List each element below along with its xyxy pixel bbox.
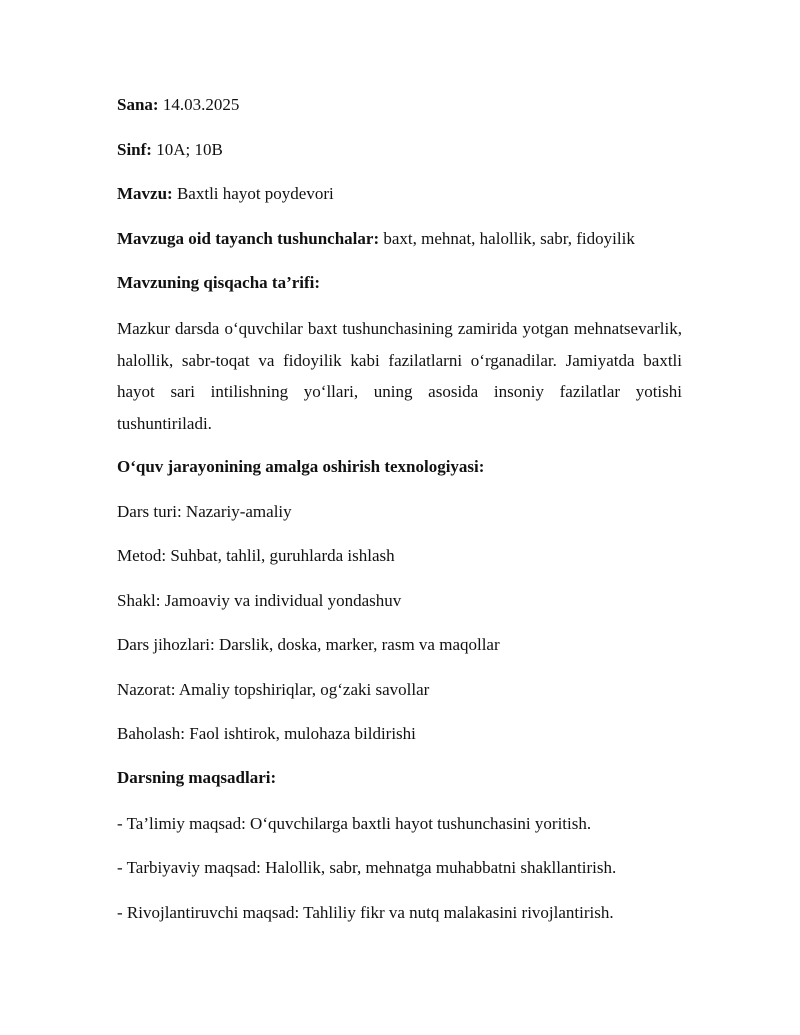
class-label: Sinf:: [117, 140, 152, 159]
goal-item: - Tarbiyaviy maqsad: Halollik, sabr, mehnatga muhabbatni shakllantirish.: [117, 858, 617, 877]
technology-heading: O‘quv jarayonining amalga oshirish texnologiyasi:: [117, 457, 485, 476]
class-line: [117, 141, 223, 158]
date-line: [117, 96, 239, 113]
goal-item: - Ta’limiy maqsad: O‘quvchilarga baxtli hayot tushunchasini yoritish.: [117, 814, 592, 833]
concepts-value: baxt, mehnat, halollik, sabr, fidoyilik: [383, 229, 635, 248]
topic-value: Baxtli hayot poydevori: [176, 184, 334, 203]
description-paragraph: Mazkur darsda o‘quvchilar baxt tushunchasining zamirida yotgan mehnatsevarlik, halollik, sabr-toqat va fidoyilik kabi fazilatlarni o‘rganadilar. Jamiyatda baxtli hayot sari intilishning yo‘llari, uning asosida insoniy fazilatlar yotishi tushuntiriladi.: [117, 319, 682, 433]
technology-item: Metod: Suhbat, tahlil, guruhlarda ishlash: [117, 546, 395, 565]
technology-item: Baholash: Faol ishtirok, mulohaza bildirishi: [117, 724, 416, 743]
technology-item: Dars turi: Nazariy-amaliy: [117, 502, 292, 521]
date-value: 14.03.2025: [162, 95, 240, 114]
goal-item: - Rivojlantiruvchi maqsad: Tahliliy fikr va nutq malakasini rivojlantirish.: [117, 903, 614, 922]
concepts-line: [117, 230, 635, 247]
class-value: 10A; 10B: [156, 140, 223, 159]
topic-label: Mavzu:: [117, 184, 173, 203]
technology-item: Dars jihozlari: Darslik, doska, marker, rasm va maqollar: [117, 635, 500, 654]
technology-item: Shakl: Jamoaviy va individual yondashuv: [117, 591, 402, 610]
goals-heading: Darsning maqsadlari:: [117, 768, 277, 787]
date-label: Sana:: [117, 95, 159, 114]
concepts-label: Mavzuga oid tayanch tushunchalar:: [117, 229, 380, 248]
topic-line: [117, 185, 334, 202]
technology-item: Nazorat: Amaliy topshiriqlar, og‘zaki savollar: [117, 680, 430, 699]
description-heading: Mavzuning qisqacha ta’rifi:: [117, 273, 321, 292]
